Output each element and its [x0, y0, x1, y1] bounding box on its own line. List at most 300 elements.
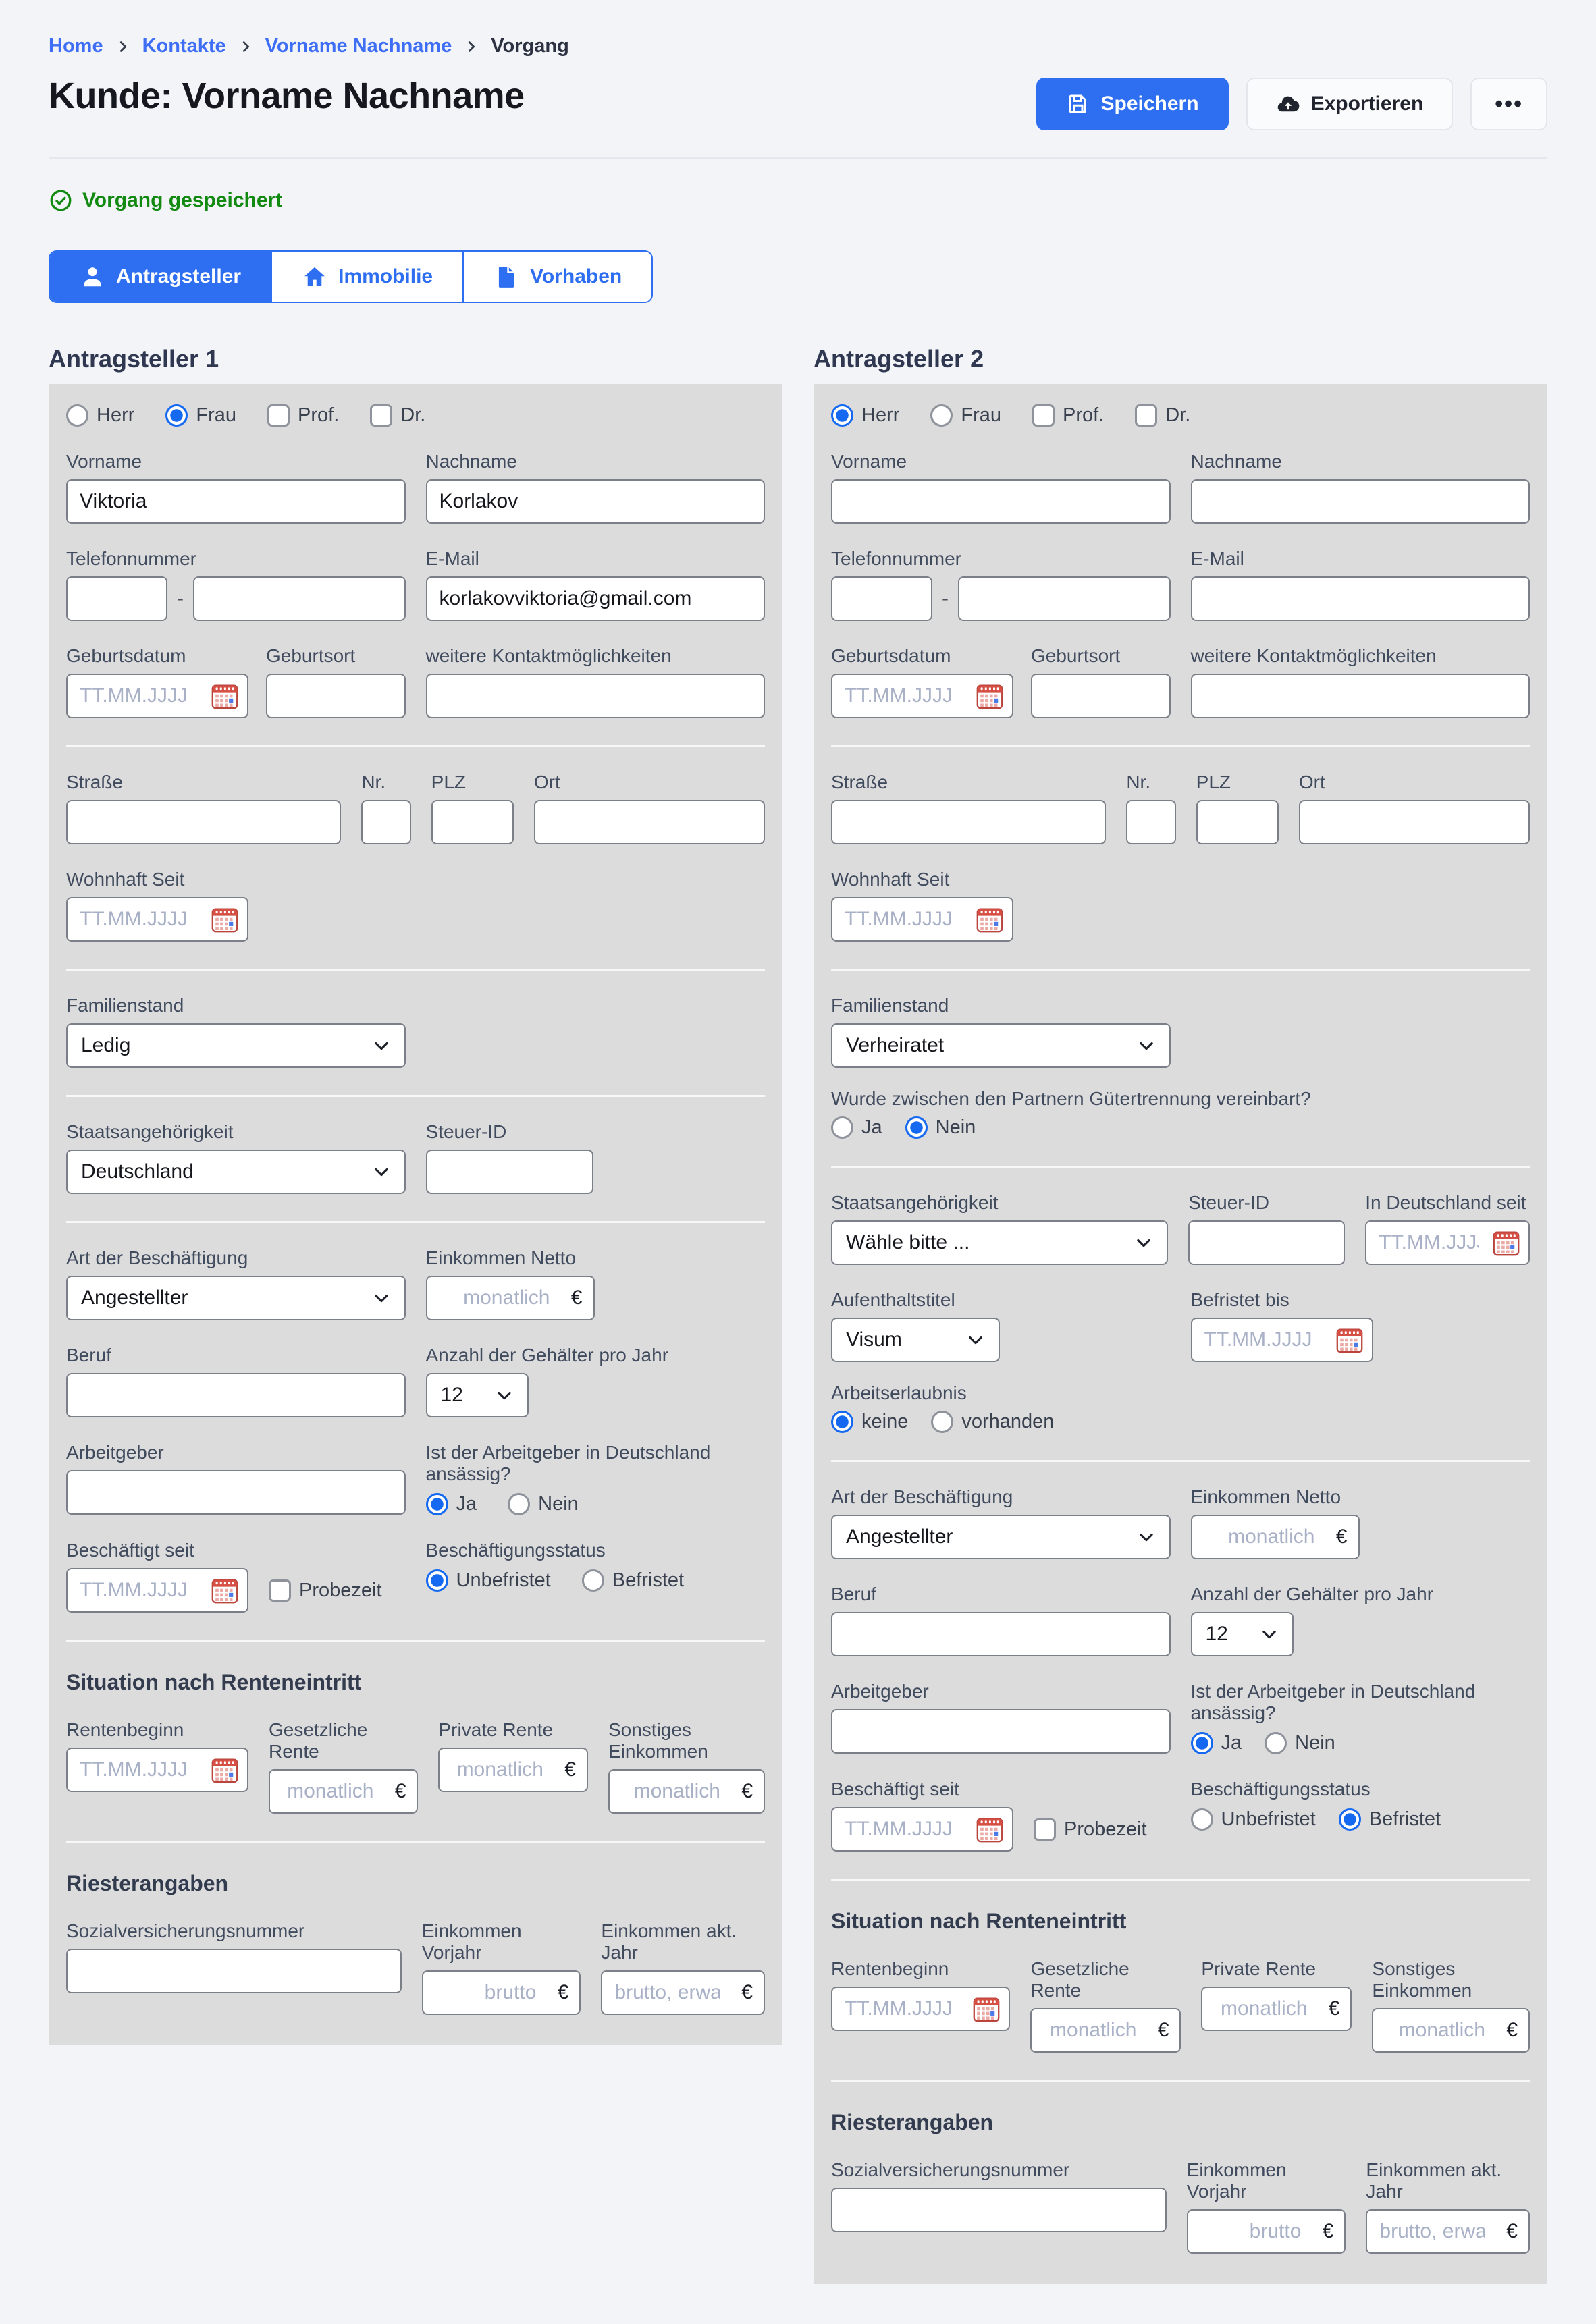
a2-checkbox-dr[interactable]: [1135, 404, 1190, 427]
a2-einkommen-netto-input[interactable]: [1191, 1515, 1360, 1559]
section-divider: [66, 1841, 765, 1843]
a2-art-beschaeftigung-select[interactable]: [831, 1515, 1171, 1559]
section-divider: [66, 969, 765, 971]
field-a2-arbeitserlaubnis: [831, 1382, 1530, 1433]
euro-suffix: €: [741, 1780, 753, 1802]
field-label: Wurde zwischen den Partnern Gütertrennung vereinbart?: [831, 1088, 1311, 1109]
breadcrumb-link-kontakt-name[interactable]: Vorname Nachname: [265, 35, 452, 57]
select-value: Ledig: [81, 1034, 131, 1056]
euro-suffix: €: [741, 1981, 753, 2003]
field-label: Geburtsdatum: [831, 645, 951, 666]
more-options-icon: •••: [1495, 90, 1523, 117]
a1-familienstand-select[interactable]: [66, 1023, 406, 1068]
field-a1-sozialversicherungsnummer: [66, 1920, 402, 2015]
calendar-icon[interactable]: [209, 680, 240, 711]
a2-radio-frau[interactable]: [930, 404, 1001, 427]
field-label: Nr.: [361, 772, 386, 792]
a2-phone-number-input[interactable]: [958, 576, 1171, 621]
checkbox-indicator: [1135, 404, 1157, 427]
calendar-icon[interactable]: [974, 680, 1005, 711]
section-divider: [831, 969, 1530, 971]
field-a2-wohnhaft-seit: [831, 869, 1530, 942]
field-label: Private Rente: [1201, 1958, 1316, 1979]
tab-antragsteller[interactable]: [50, 252, 271, 302]
field-a1-sonstiges-einkommen: [608, 1719, 765, 1814]
field-a1-familienstand: [66, 995, 406, 1068]
a2-geburtsort-input[interactable]: [1031, 674, 1171, 718]
calendar-icon[interactable]: [1491, 1227, 1522, 1258]
a2-checkbox-probezeit[interactable]: [1034, 1818, 1147, 1841]
field-a1-beschaeftigungsstatus: [426, 1540, 766, 1613]
a1-radio-herr[interactable]: [66, 404, 134, 427]
header: [49, 75, 1547, 130]
field-label: Ist der Arbeitgeber in Deutschland ansässig?: [425, 1442, 711, 1484]
a1-art-beschaeftigung-select[interactable]: [66, 1276, 406, 1320]
field-label: Nr.: [1126, 772, 1151, 792]
field-label: Straße: [66, 772, 124, 792]
a1-radio-arbeitgeber-nein[interactable]: [508, 1493, 579, 1515]
radio-indicator: [1191, 1808, 1213, 1831]
field-a2-in-deutschland-seit: [1365, 1192, 1530, 1265]
field-label: Sonstiges Einkommen: [608, 1719, 708, 1762]
breadcrumb-link-kontakte[interactable]: Kontakte: [142, 35, 226, 57]
save-button-label: Speichern: [1100, 92, 1199, 115]
field-label: Einkommen Netto: [425, 1247, 577, 1268]
a1-pension-heading: Situation nach Renteneintritt: [66, 1670, 362, 1694]
calendar-icon[interactable]: [971, 1993, 1002, 2024]
chevron-down-icon: [372, 1289, 391, 1307]
chevron-down-icon: [372, 1036, 391, 1055]
select-value: 12: [440, 1384, 463, 1406]
field-label: Geburtsort: [266, 645, 356, 666]
field-a1-vorname: [66, 451, 406, 524]
field-label: Einkommen Netto: [1190, 1486, 1341, 1507]
breadcrumb-chevron-icon: [115, 39, 130, 54]
field-label: Steuer-ID: [1188, 1192, 1269, 1213]
chevron-down-icon: [1134, 1233, 1153, 1252]
chevron-down-icon: [495, 1386, 514, 1405]
a2-sozialversicherungsnummer-input[interactable]: [831, 2188, 1167, 2232]
a2-familienstand-select[interactable]: [831, 1023, 1171, 1068]
a2-radio-herr[interactable]: [831, 404, 899, 427]
field-a2-art-beschaeftigung: [831, 1486, 1171, 1559]
field-a1-wohnhaft-seit: [66, 869, 765, 942]
a2-beruf-input[interactable]: [831, 1612, 1171, 1656]
field-label: Rentenbeginn: [66, 1719, 184, 1740]
field-a2-nachname: [1191, 451, 1531, 524]
field-label: Ort: [533, 772, 560, 792]
field-a2-einkommen-netto: [1191, 1486, 1531, 1559]
a2-radio-guetertrennung-ja[interactable]: [831, 1116, 882, 1139]
breadcrumb-chevron-icon: [238, 39, 253, 54]
a2-arbeitgeber-input[interactable]: [831, 1709, 1171, 1754]
calendar-icon[interactable]: [974, 1814, 1005, 1845]
field-label: Arbeitserlaubnis: [831, 1382, 967, 1403]
euro-suffix: €: [1506, 2220, 1518, 2242]
calendar-icon[interactable]: [209, 904, 240, 935]
a2-radio-arbeitserlaubnis-vorhanden[interactable]: [931, 1411, 1054, 1433]
radio-label: keine: [861, 1411, 909, 1432]
section-divider: [831, 1879, 1530, 1881]
chevron-down-icon: [372, 1162, 391, 1181]
field-a1-steuer-id: [426, 1121, 766, 1194]
field-label: Beschäftigungsstatus: [1190, 1779, 1371, 1800]
radio-indicator: [426, 1493, 448, 1515]
tab-vorhaben[interactable]: [462, 252, 651, 302]
radio-indicator: [508, 1493, 530, 1515]
header-divider: [49, 157, 1547, 159]
field-a1-strasse: [66, 772, 341, 844]
field-label: Telefonnummer: [66, 548, 196, 569]
field-a2-aufenthaltstitel: [831, 1289, 1171, 1362]
a2-gehaelter-select[interactable]: [1191, 1612, 1294, 1656]
save-button[interactable]: [1036, 78, 1229, 130]
a1-strasse-input[interactable]: [66, 800, 341, 844]
field-label: PLZ: [1196, 772, 1231, 792]
field-a1-plz: [431, 772, 514, 844]
field-label: Beschäftigt seit: [831, 1779, 959, 1800]
status-message: [49, 188, 1547, 213]
tab-immobilie[interactable]: [271, 252, 462, 302]
export-button[interactable]: [1246, 78, 1454, 130]
radio-indicator: [930, 404, 953, 427]
field-label: Nachname: [425, 451, 517, 472]
field-label: Beruf: [831, 1584, 876, 1604]
field-a2-einkommen-akt-jahr: [1366, 2159, 1530, 2254]
a2-ort-input[interactable]: [1299, 800, 1530, 844]
field-label: E-Mail: [1190, 548, 1244, 569]
calendar-icon[interactable]: [209, 1575, 240, 1606]
select-value: Angestellter: [846, 1525, 953, 1548]
field-label: Familienstand: [66, 995, 184, 1016]
radio-indicator: [1339, 1808, 1361, 1831]
field-label: Art der Beschäftigung: [66, 1247, 248, 1268]
section-divider: [831, 1460, 1530, 1462]
breadcrumb: [49, 35, 1547, 57]
a1-staatsangehoerigkeit-select[interactable]: [66, 1150, 406, 1194]
a2-einkommen-akt-jahr-input[interactable]: [1366, 2209, 1530, 2254]
a1-vorname-input[interactable]: [66, 479, 406, 524]
radio-indicator: [426, 1569, 448, 1592]
euro-suffix: €: [1335, 1525, 1348, 1548]
section-divider: [66, 1221, 765, 1223]
phone-dash: -: [177, 587, 184, 610]
field-a1-nr: [361, 772, 410, 844]
select-value: Verheiratet: [846, 1034, 945, 1056]
radio-indicator: [165, 404, 188, 427]
field-label: Einkommen akt. Jahr: [601, 1920, 737, 1963]
field-label: Familienstand: [831, 995, 949, 1016]
field-label: Arbeitgeber: [66, 1442, 164, 1463]
field-label: Einkommen akt. Jahr: [1366, 2159, 1502, 2202]
a2-staatsangehoerigkeit-select[interactable]: [831, 1220, 1168, 1265]
field-a2-beschaeftigt-seit: [831, 1779, 1171, 1852]
field-label: Gesetzliche Rente: [1030, 1958, 1129, 2001]
field-a2-arbeitgeber: [831, 1681, 1171, 1754]
field-a1-weitere-kontakt: [426, 645, 766, 718]
a1-sozialversicherungsnummer-input[interactable]: [66, 1949, 402, 1993]
field-label: Beschäftigt seit: [66, 1540, 194, 1561]
field-label: Beruf: [66, 1345, 111, 1366]
euro-suffix: €: [1157, 2019, 1169, 2041]
radio-indicator: [582, 1569, 604, 1592]
field-label: Beschäftigungsstatus: [425, 1540, 606, 1561]
a1-checkbox-probezeit[interactable]: [269, 1579, 382, 1602]
a2-radio-befristet[interactable]: [1339, 1808, 1441, 1831]
field-label: Ist der Arbeitgeber in Deutschland ansässig?: [1190, 1681, 1476, 1723]
field-a2-gehaelter: [1191, 1584, 1531, 1656]
a1-gehaelter-select[interactable]: [426, 1373, 529, 1417]
a2-riester-heading: Riesterangaben: [831, 2110, 994, 2134]
section-divider: [66, 1095, 765, 1097]
field-label: weitere Kontaktmöglichkeiten: [425, 645, 672, 666]
checkbox-label: Prof.: [1063, 404, 1105, 426]
checkbox-label: Prof.: [298, 404, 340, 426]
calendar-icon[interactable]: [1334, 1324, 1365, 1355]
field-a1-einkommen-netto: [426, 1247, 766, 1320]
calendar-icon[interactable]: [974, 904, 1005, 935]
field-label: Sozialversicherungsnummer: [66, 1920, 305, 1941]
a1-weitere-kontakt-input[interactable]: [426, 674, 766, 718]
checkbox-label: Probezeit: [299, 1579, 382, 1601]
a1-steuer-id-input[interactable]: [426, 1150, 593, 1194]
chevron-down-icon: [1137, 1528, 1156, 1546]
a2-phone-prefix-input[interactable]: [831, 576, 932, 621]
radio-indicator: [66, 404, 88, 427]
field-label: Vorname: [831, 451, 907, 472]
field-label: Staatsangehörigkeit: [831, 1192, 999, 1213]
checkbox-indicator: [1032, 404, 1055, 427]
a1-ort-input[interactable]: [534, 800, 765, 844]
tab-label: Immobilie: [338, 265, 433, 288]
radio-indicator: [831, 404, 853, 427]
radio-indicator: [905, 1116, 928, 1139]
field-label: E-Mail: [425, 548, 479, 569]
a1-checkbox-dr[interactable]: [370, 404, 425, 427]
field-a1-beruf: [66, 1345, 406, 1417]
a2-radio-arbeitserlaubnis-keine[interactable]: [831, 1411, 908, 1433]
a2-radio-unbefristet[interactable]: [1191, 1808, 1316, 1831]
a1-email-input[interactable]: [426, 576, 766, 621]
radio-indicator: [831, 1116, 853, 1139]
field-label: Private Rente: [438, 1719, 554, 1740]
a1-radio-arbeitgeber-ja[interactable]: [426, 1493, 477, 1515]
field-label: Rentenbeginn: [831, 1958, 949, 1979]
field-label: Ort: [1298, 772, 1325, 792]
field-a2-einkommen-vorjahr: [1187, 2159, 1346, 2254]
applicant1-panel: [49, 384, 782, 2045]
section-divider: [831, 1166, 1530, 1168]
a2-weitere-kontakt-input[interactable]: [1191, 674, 1531, 718]
section-divider: [66, 1640, 765, 1642]
a2-steuer-id-input[interactable]: [1188, 1220, 1345, 1265]
euro-suffix: €: [557, 1981, 569, 2003]
field-a2-strasse: [831, 772, 1106, 844]
a1-checkbox-prof[interactable]: [267, 404, 339, 427]
field-a2-private-rente: [1201, 1958, 1352, 2053]
euro-suffix: €: [1322, 2220, 1334, 2242]
select-value: Angestellter: [81, 1287, 188, 1309]
radio-label: Ja: [861, 1116, 882, 1138]
a1-einkommen-akt-jahr-input[interactable]: [601, 1970, 765, 2015]
a1-phone-number-input[interactable]: [193, 576, 406, 621]
field-label: Wohnhaft Seit: [831, 869, 950, 890]
euro-suffix: €: [570, 1287, 583, 1309]
field-a1-staatsangehoerigkeit: [66, 1121, 406, 1194]
radio-label: Unbefristet: [456, 1569, 551, 1591]
applicant1-title: Antragsteller 1: [49, 345, 219, 373]
field-a1-geburtsort: [266, 645, 406, 718]
a2-aufenthaltstitel-select[interactable]: [831, 1318, 1000, 1362]
field-label: Wohnhaft Seit: [66, 869, 185, 890]
a1-nachname-input[interactable]: [426, 479, 766, 524]
breadcrumb-current: Vorgang: [491, 35, 569, 57]
select-value: Wähle bitte ...: [846, 1231, 970, 1253]
radio-indicator: [931, 1411, 953, 1433]
field-a2-sozialversicherungsnummer: [831, 2159, 1167, 2254]
applicant2-panel: [814, 384, 1547, 2284]
field-label: Geburtsort: [1031, 645, 1121, 666]
field-label: Anzahl der Gehälter pro Jahr: [425, 1345, 669, 1366]
field-a1-beschaeftigt-seit: [66, 1540, 406, 1613]
field-label: PLZ: [431, 772, 466, 792]
a2-radio-arbeitgeber-nein[interactable]: [1265, 1732, 1335, 1754]
chevron-down-icon: [1260, 1625, 1279, 1644]
field-label: Art der Beschäftigung: [831, 1486, 1013, 1507]
radio-label: vorhanden: [961, 1411, 1055, 1432]
person-icon: [80, 264, 105, 290]
field-a1-art-beschaeftigung: [66, 1247, 406, 1320]
field-label: Befristet bis: [1190, 1289, 1289, 1310]
a1-riester-heading: Riesterangaben: [66, 1871, 229, 1895]
radio-label: Befristet: [612, 1569, 685, 1591]
radio-label: Befristet: [1368, 1808, 1441, 1830]
a2-pension-heading: Situation nach Renteneintritt: [831, 1909, 1127, 1933]
field-label: Straße: [831, 772, 888, 792]
field-label: Anzahl der Gehälter pro Jahr: [1190, 1584, 1434, 1604]
cloud-upload-icon: [1276, 92, 1300, 116]
field-a2-weitere-kontakt: [1191, 645, 1531, 718]
a1-plz-input[interactable]: [431, 800, 514, 844]
a2-checkbox-prof[interactable]: [1032, 404, 1104, 427]
a2-email-input[interactable]: [1191, 576, 1531, 621]
radio-indicator: [1191, 1732, 1213, 1754]
checkbox-indicator: [1034, 1818, 1056, 1841]
checkbox-label: Dr.: [1165, 404, 1191, 426]
euro-suffix: €: [394, 1780, 406, 1802]
field-a1-geburt: [66, 645, 406, 718]
field-a1-private-rente: [438, 1719, 587, 1814]
a2-nr-input[interactable]: [1126, 800, 1175, 844]
field-a2-arbeitgeber-in-de: [1191, 1681, 1531, 1754]
field-a1-nachname: [426, 451, 766, 524]
field-a1-telefon: [66, 548, 406, 621]
field-a1-geburtsdatum: [66, 645, 248, 718]
applicant2-title: Antragsteller 2: [814, 345, 984, 373]
section-divider: [831, 745, 1530, 747]
field-a2-ort: [1299, 772, 1530, 844]
tab-label: Vorhaben: [530, 265, 622, 288]
field-a2-staatsangehoerigkeit: [831, 1192, 1168, 1265]
checkbox-label: Probezeit: [1064, 1818, 1147, 1840]
radio-label: Nein: [538, 1493, 579, 1515]
a1-radio-befristet[interactable]: [582, 1569, 684, 1592]
a2-radio-guetertrennung-nein[interactable]: [905, 1116, 976, 1139]
tabbar: [49, 250, 653, 303]
radio-label: Nein: [1295, 1732, 1335, 1754]
radio-label: Ja: [456, 1493, 477, 1515]
radio-label: Ja: [1221, 1732, 1242, 1754]
a2-radio-arbeitgeber-ja[interactable]: [1191, 1732, 1242, 1754]
field-a2-beschaeftigungsstatus: [1191, 1779, 1531, 1852]
field-label: weitere Kontaktmöglichkeiten: [1190, 645, 1437, 666]
field-label: Geburtsdatum: [66, 645, 186, 666]
field-a2-familienstand: [831, 995, 1171, 1068]
euro-suffix: €: [1328, 1997, 1340, 2020]
check-circle-icon: [49, 188, 73, 213]
checkbox-label: Dr.: [400, 404, 426, 426]
euro-suffix: €: [1506, 2019, 1518, 2041]
field-a1-arbeitgeber: [66, 1442, 406, 1515]
a1-beruf-input[interactable]: [66, 1373, 406, 1417]
field-label: Gesetzliche Rente: [269, 1719, 368, 1762]
field-label: Einkommen Vorjahr: [1186, 2159, 1287, 2202]
field-a2-geburtsort: [1031, 645, 1171, 718]
field-a2-gesetzliche-rente: [1030, 1958, 1181, 2053]
field-a2-email: [1191, 548, 1531, 621]
field-a2-geburtsdatum: [831, 645, 1013, 718]
a2-strasse-input[interactable]: [831, 800, 1106, 844]
euro-suffix: €: [564, 1758, 576, 1781]
save-icon: [1066, 92, 1090, 116]
radio-label: Herr: [97, 404, 135, 426]
calendar-icon[interactable]: [209, 1754, 240, 1785]
a1-radio-frau[interactable]: [165, 404, 236, 427]
field-a2-plz: [1196, 772, 1279, 844]
field-a1-einkommen-vorjahr: [422, 1920, 581, 2015]
a1-geburtsort-input[interactable]: [266, 674, 406, 718]
a2-vorname-input[interactable]: [831, 479, 1171, 524]
field-a1-rentenbeginn: [66, 1719, 248, 1814]
more-options-button[interactable]: [1470, 78, 1547, 130]
field-a1-gesetzliche-rente: [269, 1719, 418, 1814]
a1-salutation-group: [66, 404, 765, 427]
radio-label: Nein: [935, 1116, 976, 1138]
field-label: Nachname: [1190, 451, 1282, 472]
a1-nr-input[interactable]: [361, 800, 410, 844]
header-actions: [1036, 78, 1548, 130]
field-a2-guetertrennung: [831, 1088, 1530, 1139]
checkbox-indicator: [370, 404, 392, 427]
a1-radio-unbefristet[interactable]: [426, 1569, 551, 1592]
a1-einkommen-netto-input[interactable]: [426, 1276, 595, 1320]
a2-plz-input[interactable]: [1196, 800, 1279, 844]
document-icon: [494, 264, 519, 290]
field-label: Vorname: [66, 451, 142, 472]
breadcrumb-chevron-icon: [464, 39, 479, 54]
select-value: Deutschland: [81, 1160, 194, 1183]
field-label: Einkommen Vorjahr: [421, 1920, 522, 1963]
tab-label: Antragsteller: [116, 265, 242, 288]
a1-arbeitgeber-input[interactable]: [66, 1470, 406, 1515]
breadcrumb-link-home[interactable]: Home: [49, 35, 103, 57]
a1-phone-prefix-input[interactable]: [66, 576, 167, 621]
radio-indicator: [1265, 1732, 1287, 1754]
chevron-down-icon: [966, 1330, 985, 1349]
applicant1-section: [49, 345, 782, 2045]
a2-nachname-input[interactable]: [1191, 479, 1531, 524]
page-title: Kunde: Vorname Nachname: [49, 76, 525, 116]
